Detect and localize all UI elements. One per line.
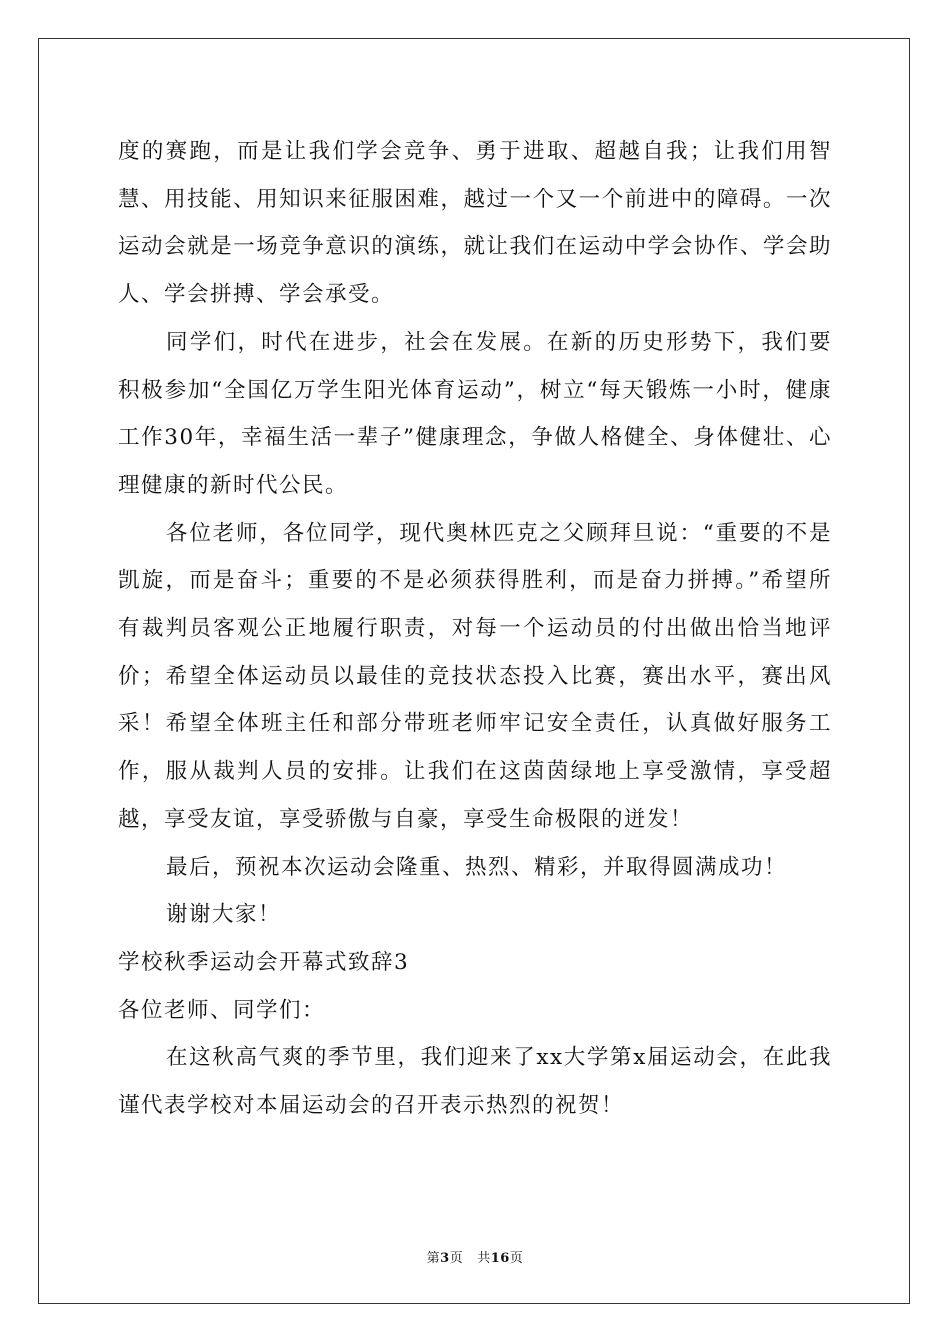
section-heading: 学校秋季运动会开幕式致辞3 xyxy=(118,949,410,975)
document-body xyxy=(118,128,832,1130)
paragraph-coubertin: 各位老师，各位同学，现代奥林匹克之父顾拜旦说：“重要的不是凯旋，而是奋斗；重要的不是必须获得胜利，而是奋力拼搏。”希望所有裁判员客观公正地履行职责，对每一个运动员的付出做出恰当地评价；希望全体运动员以最佳的竞技状态投入比赛，赛出水平，赛出风采！希望全体班主任和部分带班老师牢记安全责任，认真做好服务工作，服从裁判人员的安排。让我们在这茵茵绿地上享受激情，享受超越，享受友谊，享受骄傲与自豪，享受生命极限的迸发！ xyxy=(118,520,832,832)
page-prefix: 第 xyxy=(426,1251,441,1266)
page-suffix: 页 xyxy=(449,1251,464,1266)
paragraph-wishes: 最后，预祝本次运动会隆重、热烈、精彩，并取得圆满成功！ xyxy=(166,854,788,880)
page-footer xyxy=(0,1247,950,1266)
page-number: 3 xyxy=(440,1251,450,1266)
total-prefix: 共 xyxy=(477,1251,491,1266)
total-pages: 16 xyxy=(490,1251,510,1266)
salutation: 各位老师、同学们： xyxy=(118,997,326,1023)
paragraph-times: 同学们，时代在进步，社会在发展。在新的历史形势下，我们要积极参加“全国亿万学生阳光体育运动”，树立“每天锻炼一小时，健康工作30年，幸福生活一辈子”健康理念，争做人格健全、身体健壮、心理健康的新时代公民。 xyxy=(118,329,832,498)
paragraph-thanks: 谢谢大家！ xyxy=(166,902,282,928)
paragraph-continuation: 度的赛跑，而是让我们学会竞争、勇于进取、超越自我；让我们用智慧、用技能、用知识来征服困难，越过一个又一个前进中的障碍。一次运动会就是一场竞争意识的演练，就让我们在运动中学会协作、学会助人、学会拼搏、学会承受。 xyxy=(118,139,832,308)
paragraph-opening: 在这秋高气爽的季节里，我们迎来了xx大学第x届运动会，在此我谨代表学校对本届运动会的召开表示热烈的祝贺！ xyxy=(118,1045,832,1119)
total-suffix: 页 xyxy=(509,1251,524,1266)
